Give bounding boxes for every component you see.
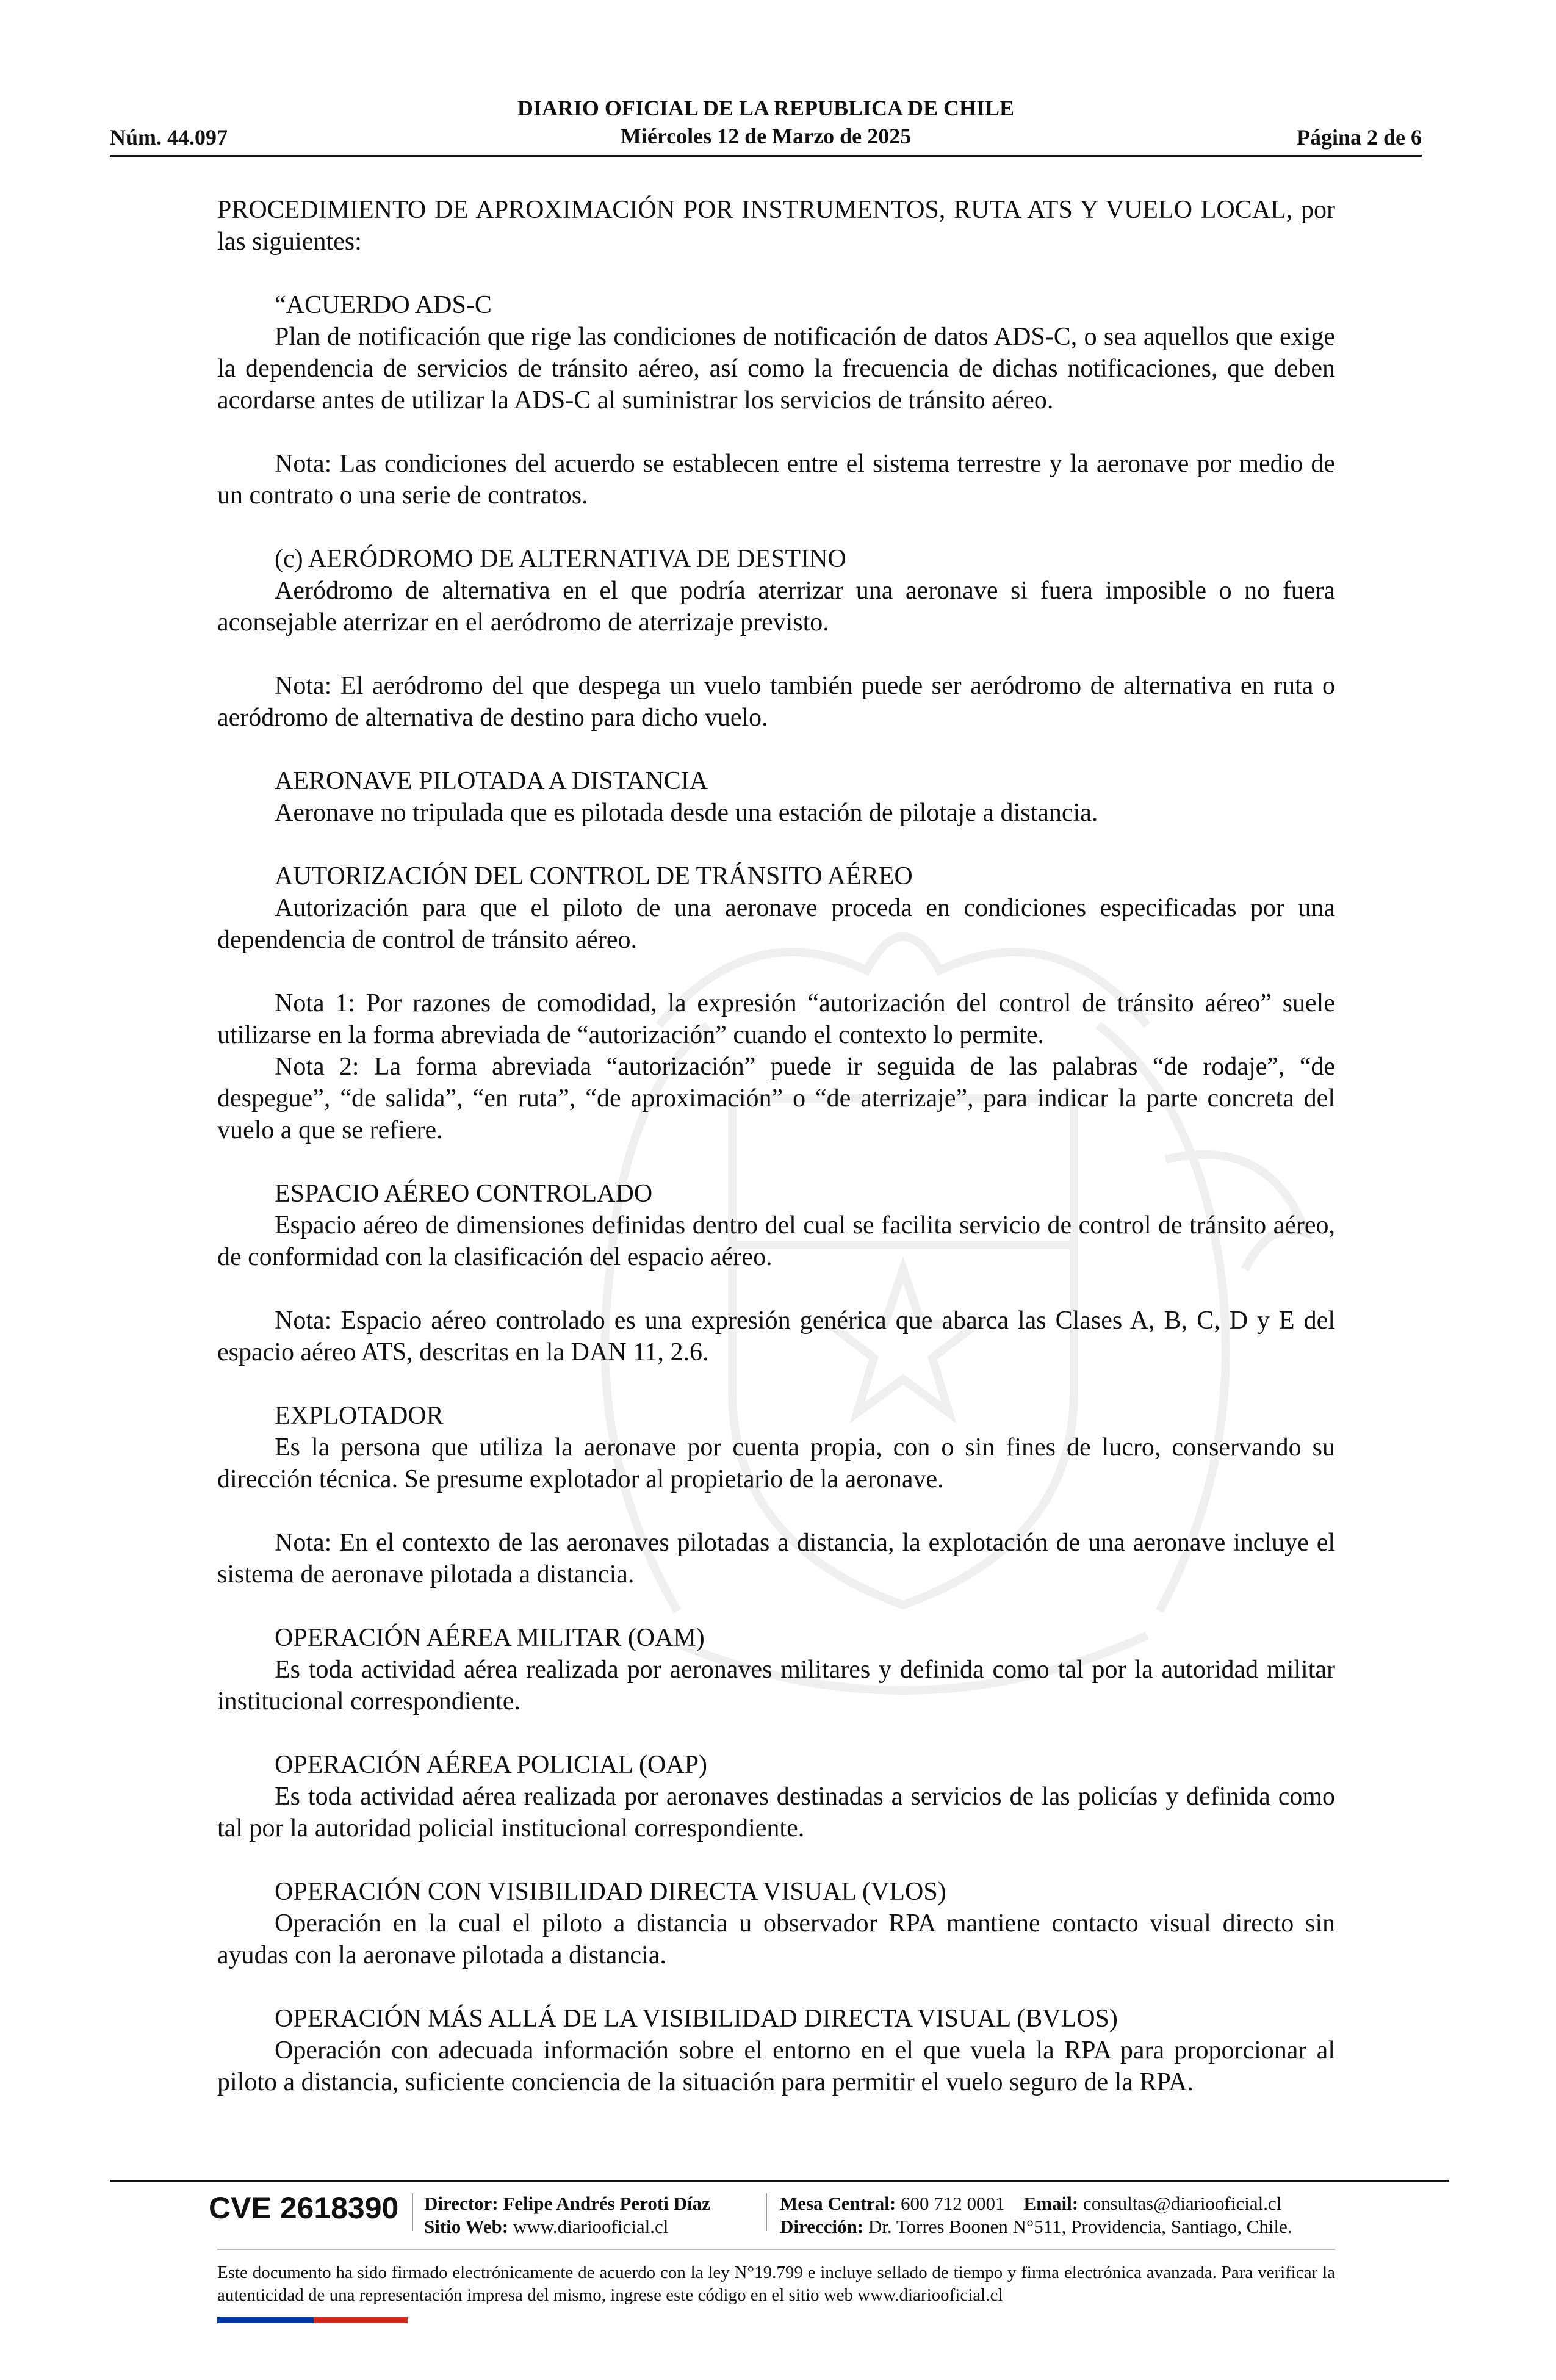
cve-code: CVE 2618390: [209, 2191, 399, 2225]
director-name: Felipe Andrés Peroti Díaz: [503, 2193, 710, 2214]
term-title: (c) AERÓDROMO DE ALTERNATIVA DE DESTINO: [275, 545, 846, 573]
term-definition: Espacio aéreo de dimensiones definidas dentro del cual se facilita servicio de control de tránsito aéreo, de conformidad con la clasificación del espacio aéreo.: [217, 1211, 1335, 1271]
term-title: OPERACIÓN MÁS ALLÁ DE LA VISIBILIDAD DIRECTA VISUAL (BVLOS): [275, 2005, 1118, 2033]
term-title: “ACUERDO ADS-C: [275, 291, 492, 319]
address-text: Dr. Torres Boonen N°511, Providencia, Santiago, Chile.: [868, 2216, 1292, 2237]
term-note: Nota 2: La forma abreviada “autorización” puede ir seguida de las palabras “de rodaje”, “de despegue”, “de salida”, “en ruta”, “de aproximación” o “de aterrizaje”, para indicar la parte concreta del vuelo a que se refiere.: [217, 1053, 1335, 1144]
page-header: [110, 92, 1422, 157]
email-label: Email:: [1023, 2193, 1079, 2214]
flag-stripe-blue: [217, 2317, 314, 2323]
term-note: Nota: Las condiciones del acuerdo se establecen entre el sistema terrestre y la aeronave por medio de un contrato o una serie de contratos.: [217, 450, 1335, 510]
website-link[interactable]: www.diariooficial.cl: [513, 2216, 669, 2237]
address-label: Dirección:: [780, 2216, 864, 2237]
term-definition: Es toda actividad aérea realizada por aeronaves destinadas a servicios de las policías y definida como tal por la autoridad policial institucional correspondiente.: [217, 1783, 1335, 1842]
director-label: Director:: [424, 2193, 499, 2214]
term-title: AERONAVE PILOTADA A DISTANCIA: [275, 767, 708, 795]
term-definition: Operación con adecuada información sobre el entorno en el que vuela la RPA para proporcionar al piloto a distancia, suficiente conciencia de la situación para permitir el vuelo seguro de la RPA.: [217, 2036, 1335, 2096]
footer-contact-block: [780, 2192, 1292, 2238]
flag-stripe-red: [314, 2317, 408, 2323]
legal-notice: Este documento ha sido firmado electrónicamente de acuerdo con la ley N°19.799 e incluye sellado de tiempo y firma electrónica avanzada. Para verificar la autenticidad de una representación impresa del mismo, ingrese este código en el sitio web www.diariooficial.cl: [217, 2263, 1335, 2305]
term-definition: Operación en la cual el piloto a distancia u observador RPA mantiene contacto visual directo sin ayudas con la aeronave pilotada a distancia.: [217, 1909, 1335, 1969]
issue-date: Miércoles 12 de Marzo de 2025: [620, 124, 912, 148]
masthead: [110, 94, 1422, 150]
intro-paragraph: PROCEDIMIENTO DE APROXIMACIÓN POR INSTRUMENTOS, RUTA ATS Y VUELO LOCAL, por las siguientes:: [217, 196, 1335, 256]
document-body: [217, 194, 1335, 2098]
footer-divider: [110, 2180, 1449, 2182]
term-title: OPERACIÓN AÉREA POLICIAL (OAP): [275, 1751, 707, 1779]
term-definition: Autorización para que el piloto de una aeronave proceda en condiciones especificadas por una dependencia de control de tránsito aéreo.: [217, 894, 1335, 954]
term-title: AUTORIZACIÓN DEL CONTROL DE TRÁNSITO AÉREO: [275, 862, 913, 890]
term-definition: Es toda actividad aérea realizada por aeronaves militares y definida como tal por la autoridad militar institucional correspondiente.: [217, 1656, 1335, 1715]
issue-number: Núm. 44.097: [110, 125, 228, 150]
term-definition: Aeródromo de alternativa en el que podría aterrizar una aeronave si fuera imposible o no fuera aconsejable aterrizar en el aeródromo de aterrizaje previsto.: [217, 577, 1335, 636]
phone-label: Mesa Central:: [780, 2193, 896, 2214]
page-number: Página 2 de 6: [1296, 125, 1422, 150]
newspaper-title: DIARIO OFICIAL DE LA REPUBLICA DE CHILE: [517, 96, 1015, 120]
footer-separator: [766, 2193, 767, 2231]
term-note: Nota: En el contexto de las aeronaves pilotadas a distancia, la explotación de una aeronave incluye el sistema de aeronave pilotada a distancia.: [217, 1529, 1335, 1588]
term-note: Nota 1: Por razones de comodidad, la expresión “autorización del control de tránsito aéreo” suele utilizarse en la forma abreviada de “autorización” cuando el contexto lo permite.: [217, 989, 1335, 1049]
term-title: OPERACIÓN CON VISIBILIDAD DIRECTA VISUAL (VLOS): [275, 1878, 946, 1906]
term-definition: Plan de notificación que rige las condiciones de notificación de datos ADS-C, o sea aquellos que exige la dependencia de servicios de tránsito aéreo, así como la frecuencia de dichas notificaciones, que deben acordarse antes de utilizar la ADS-C al suministrar los servicios de tránsito aéreo.: [217, 323, 1335, 414]
website-label: Sitio Web:: [424, 2216, 509, 2237]
term-title: ESPACIO AÉREO CONTROLADO: [275, 1180, 653, 1208]
term-note: Nota: El aeródromo del que despega un vuelo también puede ser aeródromo de alternativa en ruta o aeródromo de alternativa de destino para dicho vuelo.: [217, 672, 1335, 732]
term-definition: Aeronave no tripulada que es pilotada desde una estación de pilotaje a distancia.: [275, 799, 1098, 827]
footer-director-block: [424, 2192, 710, 2238]
email-link[interactable]: consultas@diariooficial.cl: [1082, 2193, 1282, 2214]
term-title: EXPLOTADOR: [275, 1402, 444, 1430]
phone-number: 600 712 0001: [901, 2193, 1005, 2214]
footer-separator: [412, 2193, 413, 2231]
term-definition: Es la persona que utiliza la aeronave por cuenta propia, con o sin fines de lucro, conservando su dirección técnica. Se presume explotador al propietario de la aeronave.: [217, 1433, 1335, 1493]
term-note: Nota: Espacio aéreo controlado es una expresión genérica que abarca las Clases A, B, C, D y E del espacio aéreo ATS, descritas en la DAN 11, 2.6.: [217, 1307, 1335, 1366]
term-title: OPERACIÓN AÉREA MILITAR (OAM): [275, 1624, 705, 1652]
footer-thin-divider: [217, 2249, 1335, 2250]
